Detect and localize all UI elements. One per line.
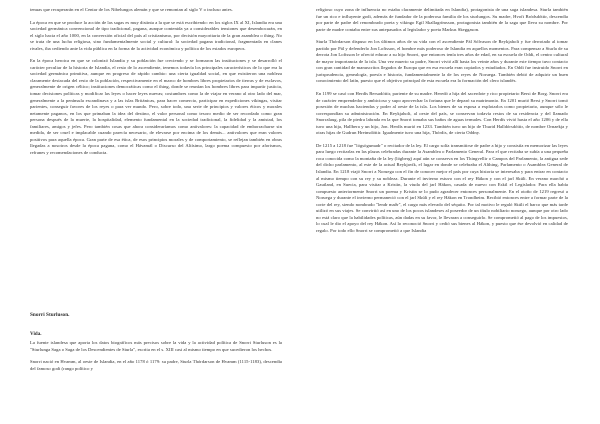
left-column-bottom bbox=[30, 312, 282, 378]
section-heading: Snorri Sturluson. bbox=[30, 312, 70, 318]
paragraph: La época en que se produce la acción de las sagas es muy distinta a la que se está escribiendo: en los siglos IX al XI, Islandia era una sociedad germánica convencional de tipo tradicional, pagana, aunque contenida ya a considerables tensiones que desembocarán, en el siglo hacia el año 1000, en la conversión oficial del país al cristianismo, por decisión mayoritaria de la gran asamblea o thing. No se trata de una lucha religiosa, sino fundamentalmente social y cultural: la sociedad pagana tradicional, fragmentada en clanes rivales, iba cediendo ante la vida pública en la forma de la actividad económica y política de los estados europeos. bbox=[30, 19, 282, 51]
paragraph: En 1199 se casó con Herdís Bersadóttir, pariente de su madre. Heredó a hija del sacerdote y rico propietario Bersi de Borg. Snorri era de carácter emprendedor y ambicioso y supo aprovechar la fortuna que le deparó su matrimonio. En 1201 murió Bersi y Snorri tomó posesión de muchas haciendas y poder al oeste de la isla. Los bienes de su esposa a explotarlos como propietario, aunque sólo le correspondían su administración. En Reykjaholt, al oeste del país, se conservan todavía restos de su residencia y del llamado Snorralaug, pila de piedra labrada en la que Snorri tomaba sus baños de aguas termales. Con Herdís vivió hasta el año 1206 y de ella tuvo una hija, Hallbera y un hijo, Jon. Herdís murió en 1233. También tuvo un hijo de Thurid Halldórsdóttir, de nombre Ornaekja y otras hijas de Gudrun Hreinsdóttir. Igualmente tuvo una hija, Thórdis, de cierta Oddny. bbox=[316, 91, 568, 136]
paragraph: religioso cuyo zona de influencia no estaba claramente delimitada en Islandia), protagonista de una saga islandesa. Sturla también fue un rico e influyente godi, además de fundador de la poderosa familia de los sturlungos. Su madre, Hvoft Bródsdóttir, descendía por parte de padre del renombrado poeta y vikingo Egil Skallagrímsson, protagonista también de la saga que lleva su nombre. Por parte de madre contaba entre sus antepasados al legislador y poeta Markus Skeggason. bbox=[316, 7, 568, 32]
paragraph: Sturla Thórdarson dispuso en los últimos años de su vida con el ascendiente Pál Sólvason de Reykjaholt y fue derrotado al tomar partido por Pál y defenderlo Jon Loftsson, el hombre más poderoso de Islandia en aquellos momentos. Para compensar a Sturla de su derrota Jon Loftsson le ofreció educar a su hijo Snorri, que entonces tenía tres años de edad, en su escuela de Oddi, el centro cultural de mayor importancia de la isla. Una vez muerto su padre, Snorri vivió allí hasta los veinte años y durante este tiempo tuvo contacto con gran cantidad de manuscritos llegados de Europa que en esa escuela eran copiados y estudiados. En Oddi fue instruido Snorri en jurisprudencia, genealogía, poesía e historia, fundamentalmente la de los reyes de Noruega. También debió de adquirir un buen conocimiento del latín, puesto que el objetivo principal de esta escuela era la formación del clero islandés. bbox=[316, 39, 568, 84]
section-subheading: Vida. bbox=[30, 332, 42, 337]
paragraph: De 1215 a 1218 fue "lögsögumadr" o recitador de la ley. El cargo solía transmitirse de padre a hijo y consistía en memorizar las leyes para luego recitarlas en las plazas celebradas durante la Asamblea o Parlamento General. Para el que recitaba se subía a una pequeña roca conocida como la montaña de la ley (lögberg) aquí aún se conserva en los Thingvellir o Campos del Parlamento, la antigua sede del dicho parlamento, al este de la actual Reykjavík, el lugar en donde se celebraba el Althing, Parlamento o Asamblea General de Islandia. En 1218 viajó Snorri a Noruega con el fin de conocer mejor el país por cuya historia se interesaba y para entrar en contacto al mismo tiempo con su rey y su nobleza. Durante el invierno estuvo con el rey Hákon y con el jarl Skúli. En verano marchó a Gautland, en Suecia, para visitar a Kristin, la viuda del jarl Hákon, casada de nuevo con Eskil el Legislador. Para ella había compuesto anteriormente Snorri un poema y Kristin se lo pudo agradecer entonces personalmente. En el otoño de 1219 regresó a Noruega y durante el invierno permaneció con el jarl Skúli y el rey Hákon en Trondheim. Recibió entonces entre a formar parte de la corte del rey, siendo nombrado "lendr maðr", el cargo más elevado del séquito. Por tal motivo le regaló Skúli el barco que más tarde utilizó en sus viajes. Se convirtió así en uno de los pocos islandeses al poseedor de un título nobiliario noruego, aunque por otro lado no está claro que la habilidades políticas, aún dadas en su favor, le llevaran a conseguirlo. Se comprometió al pago de los impuestos, lo cual le dio el apoyo del rey Hákon. Así lo reconoció Snorri y cedió sus bienes al Hákon, y puesto que ése devolvió en calidad de regalo. Por todo ello Snorri se comprometió a que Islandia bbox=[316, 142, 568, 233]
paragraph: La fuente islandesa que aporta los datos biográficos más precisos sobre la vida y la actividad política de Snorri Sturluson es la "Sturlunga Saga o Saga de los Descendientes de Sturla", escrita en el s. XIII casi al mismo tiempo en que sucedieron los hechos. bbox=[30, 340, 282, 352]
paragraph: Snorri nació en Hvamm, al oeste de Islandia, en el año 1178 ó 1179: su padre, Sturla Thórdarson de Hvamm (1115-1183), descendía del famoso godi (rango político y bbox=[30, 359, 282, 371]
paragraph: tenuas que recuperarán en el Centar de los Nibelungos alemán y que se remontan al siglo V o incluso antes. bbox=[30, 7, 233, 12]
paragraph: En la época heroica en que se colonizó Islandia y su población fue creciendo y se formaron las instituciones y se desarrolló el carácter peculiar de la historia de Islandia, el resto de lo ascendiente, tenemos todavía los principales característicos de lo que era la sociedad germánica primitiva, aunque en progreso de rápido cambio: una cierta igualdad social, en que existieron una nobleza claramente destacada del resto de la población, respectivamente en el marco de hombres libres propietarios de tierras y de esclavos, generalmente de origen céltico; instituciones democráticas como el thing, donde se reunían los hombres libres para impartir justicia, tomar decisiones políticas y modificar las leyes o hacer leyes nuevas; costumbres como la de viajar en verano al otro lado del mar, generalmente a la península escandinava y a las islas Británicas, para hacer comercio, participar en expediciones vikingas, visitar parientes, conseguir favores de los reyes o para ver mundo. Pero, sobre todo, una serie de principios y valores éticos y morales netamente paganos, en los que primaban la idea del destino, el valor personal como tesoro medio de ser recordado como gran persona después de la muerte, la hospitalidad, elemento fundamental en la sociedad tradicional, la fidelidad y la amistad, los familiares, amigos y jefes. Pero también cosas que ahora consideraríamos como antivalores: la capacidad de emborracharse sin medida, de ser cruel e implacable cuando parecía necesario, de elevarse por encima de los demás... antivalores que eran valores positivos para aquella época. Gran parte de esa ética, de esos principios morales y de comportamiento, se reflejan también en obras llegadas a nosotros desde la época pagana, como el Hávamál o Discurso del Altísimo, largo poema compuesto por aforismos, refranes y recomendaciones de conducta. bbox=[30, 58, 282, 155]
left-column bbox=[30, 7, 282, 162]
right-column bbox=[316, 7, 568, 241]
